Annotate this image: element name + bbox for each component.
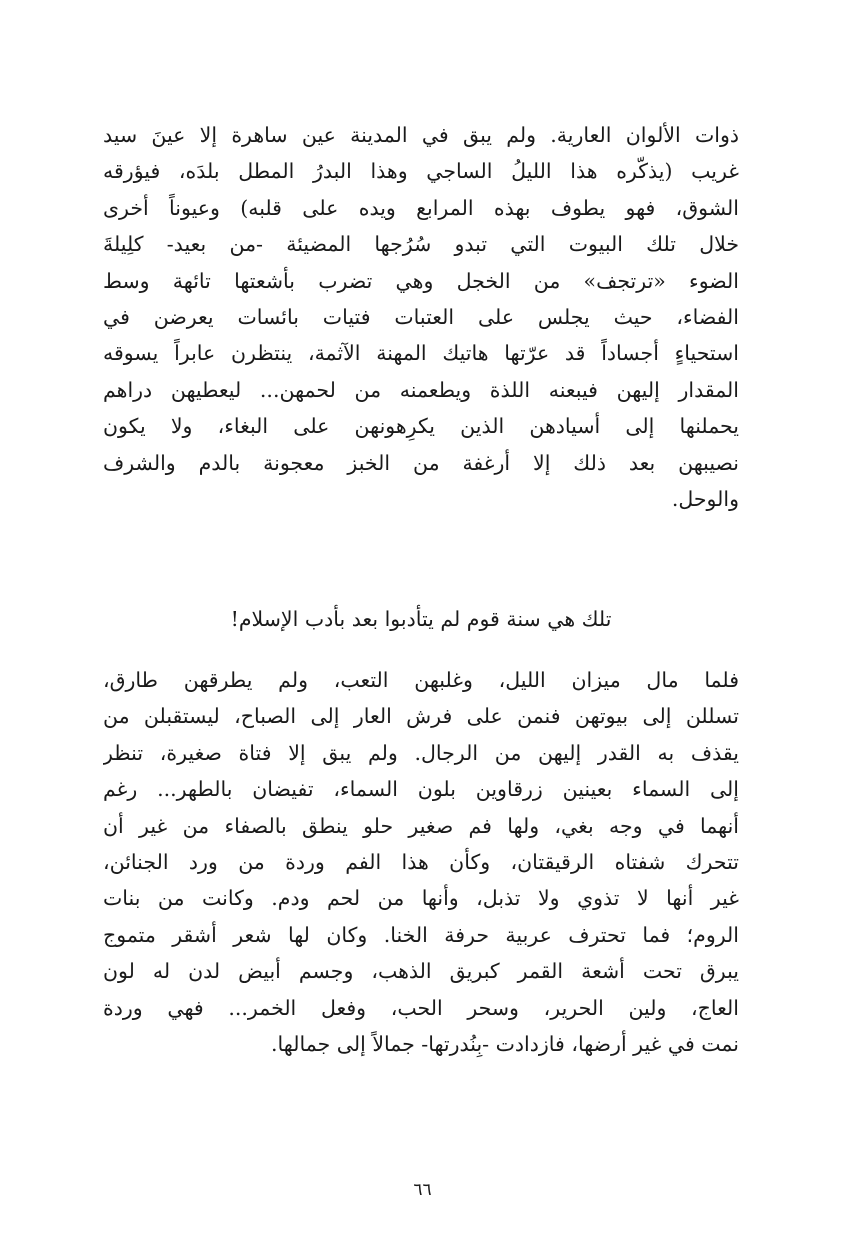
paragraph-line: غير أنها لا تذوي ولا تذبل، وأنها من لحم ودم. وكانت من بنات: [103, 886, 739, 911]
paragraph-line: يبرق تحت أشعة القمر كبريق الذهب، وجسم أبيض لدن له لون: [103, 959, 739, 984]
paragraph-line: المقدار إليهن فيبعنه اللذة ويطعمنه من لحمهن... ليعطيهن دراهم: [103, 377, 739, 402]
paragraph-line: تسللن إلى بيوتهن فنمن على فرش العار إلى الصباح، ليستقبلن من: [103, 704, 739, 729]
page-number: ٦٦: [413, 1180, 432, 1200]
paragraph-2: [103, 662, 739, 1062]
paragraph-line: نصيبهن بعد ذلك إلا أرغفة من الخبز معجونة بالدم والشرف: [103, 450, 739, 475]
paragraph-line: فلما مال ميزان الليل، وغلبهن التعب، ولم يطرقهن طارق،: [103, 668, 739, 692]
paragraph-line: الروم؛ فما تحترف عربية حرفة الخنا. وكان لها شعر أشقر متموج: [103, 922, 739, 947]
paragraph-line: تتحرك شفتاه الرقيقتان، وكأن هذا الفم وردة من ورد الجنائن،: [103, 849, 739, 874]
paragraph-line: العاج، ولين الحرير، وسحر الحب، وفعل الخمر... فهي وردة: [103, 995, 739, 1020]
paragraph-line: والوحل.: [671, 486, 739, 511]
paragraph-line: الفضاء، حيث يجلس على العتبات فتيات بائسات يعرضن في: [103, 304, 739, 329]
paragraph-line: أنهما في وجه بغي، ولها فم صغير حلو ينطق بالصفاء من غير أن: [103, 813, 739, 838]
paragraph-line: استحياءٍ أجساداً قد عرّتها هاتيك المهنة الآثمة، ينتظرن عابراً يسوقه: [103, 341, 739, 366]
paragraph-line: الشوق، فهو يطوف بهذه المرابع ويده على قلبه) وعيوناً أخرى: [103, 195, 739, 220]
paragraph-line: يحملنها إلى أسيادهن الذين يكرِهونهن على البغاء، ولا يكون: [103, 414, 739, 439]
paragraph-line: خلال تلك البيوت التي تبدو سُرُجها المضيئة -من بعيد- كلِيلةَ: [103, 232, 739, 257]
paragraph-line: إلى السماء بعينين زرقاوين بلون السماء، تفيضان بالطهر... رغم: [103, 777, 739, 802]
paragraph-line: غريب (يذكّره هذا الليلُ الساجي وهذا البدرُ المطل بلدَه، فيؤرقه: [103, 159, 739, 184]
paragraph-line: يقذف به القدر إليهن من الرجال. ولم يبق إلا فتاة صغيرة، تنظر: [103, 740, 739, 765]
section-heading: تلك هي سنة قوم لم يتأدبوا بعد بأدب الإسلام!: [230, 607, 612, 631]
paragraph-1: [103, 117, 739, 517]
paragraph-line: نمت في غير أرضها، فازدادت -بِنُدرتها- جمالاً إلى جمالها.: [271, 1031, 739, 1056]
paragraph-line: ذوات الألوان العارية. ولم يبق في المدينة عين ساهرة إلا عينَ سيد: [103, 123, 739, 147]
paragraph-line: الضوء «ترتجف» من الخجل وهي تضرب بأشعتها تائهة وسط: [103, 268, 739, 293]
